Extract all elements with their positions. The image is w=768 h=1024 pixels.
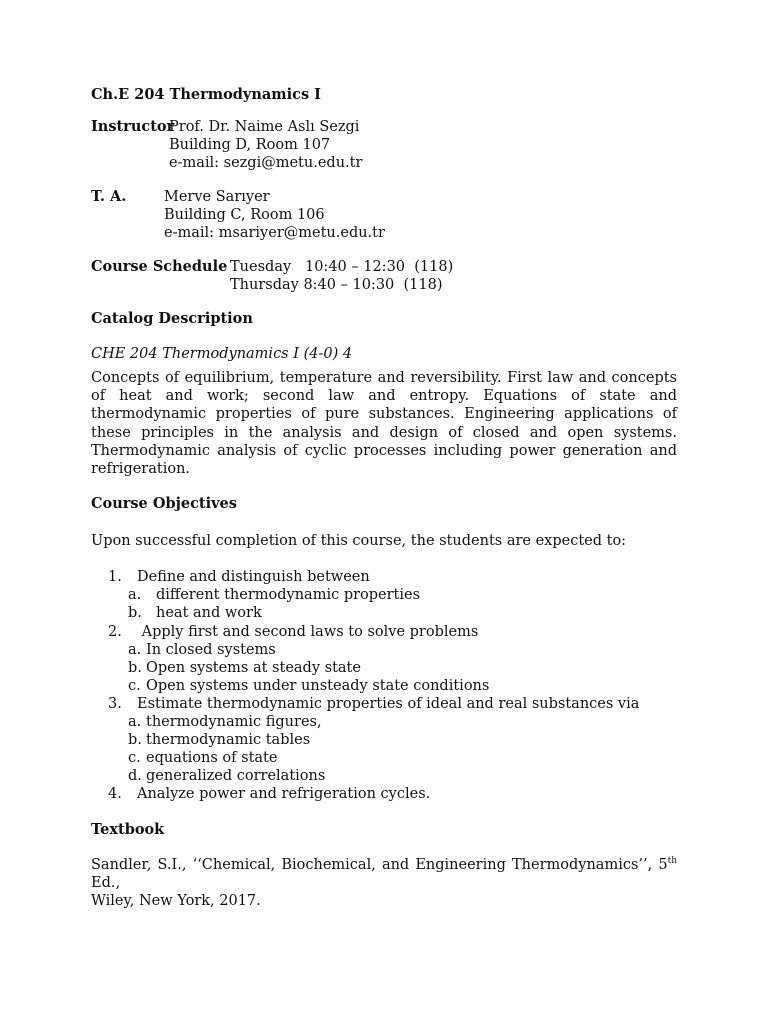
citation-text: Sandler, S.I., ‘‘Chemical, Biochemical, and Engineering Thermodynamics’’, 5 bbox=[91, 857, 668, 874]
item-text: Estimate thermodynamic properties of ideal and real substances via bbox=[137, 695, 640, 712]
catalog-text: Concepts of equilibrium, temperature and reversibility. First law and concepts of heat and work; second law and entropy. Equations of state and thermodynamic properties of pure substances. Engineering applications of these principles in the analysis and design of closed and open systems. Thermodynamic analysis of cyclic processes including power generation and refrigeration. bbox=[91, 370, 677, 478]
subitem-text: equations of state bbox=[146, 750, 278, 767]
subitem-text: thermodynamic figures, bbox=[146, 713, 322, 730]
textbook-citation bbox=[91, 856, 677, 910]
item-number: 3. bbox=[108, 695, 122, 712]
subitem-text: heat and work bbox=[156, 605, 262, 622]
objectives-list bbox=[91, 568, 677, 803]
objectives-intro: Upon successful completion of this course, the students are expected to: bbox=[91, 533, 627, 550]
schedule-label: Course Schedule bbox=[91, 258, 228, 275]
objectives-heading: Course Objectives bbox=[91, 495, 237, 513]
list-subitem bbox=[91, 586, 677, 604]
list-subitem bbox=[91, 677, 677, 695]
subitem-letter: a. bbox=[128, 641, 142, 658]
schedule-line-tuesday: Tuesday 10:40 – 12:30 (118) bbox=[230, 259, 454, 275]
list-subitem bbox=[91, 713, 677, 731]
subitem-letter: c. bbox=[128, 750, 141, 767]
subitem-letter: b. bbox=[128, 605, 142, 622]
list-subitem bbox=[91, 659, 677, 677]
subitem-letter: d. bbox=[128, 768, 142, 785]
subitem-letter: b. bbox=[128, 659, 142, 676]
citation-edition: Ed., bbox=[91, 875, 121, 892]
item-text: Apply first and second laws to solve problems bbox=[137, 623, 479, 640]
instructor-block bbox=[91, 118, 677, 172]
course-title: Ch.E 204 Thermodynamics I bbox=[91, 86, 321, 103]
catalog-code: CHE 204 Thermodynamics I (4-0) 4 bbox=[91, 346, 353, 362]
subitem-letter: a. bbox=[128, 587, 142, 604]
subitem-text: Open systems under unsteady state conditions bbox=[146, 677, 490, 694]
ta-name: Merve Sarıyer bbox=[164, 189, 270, 205]
ta-label: T. A. bbox=[91, 188, 127, 205]
item-text: Define and distinguish between bbox=[137, 569, 370, 586]
subitem-text: Open systems at steady state bbox=[146, 659, 361, 676]
schedule-block bbox=[91, 258, 677, 294]
subitem-letter: a. bbox=[128, 713, 142, 730]
instructor-name: Prof. Dr. Naime Aslı Sezgi bbox=[169, 119, 360, 135]
item-text: Analyze power and refrigeration cycles. bbox=[137, 786, 431, 803]
textbook-heading: Textbook bbox=[91, 821, 165, 839]
ta-block bbox=[91, 188, 677, 242]
citation-publisher: Wiley, New York, 2017. bbox=[91, 893, 261, 910]
list-subitem bbox=[91, 641, 677, 659]
ta-office: Building C, Room 106 bbox=[164, 207, 325, 223]
list-item bbox=[91, 785, 677, 803]
subitem-text: In closed systems bbox=[146, 641, 276, 658]
item-number: 1. bbox=[108, 569, 122, 586]
subitem-text: generalized correlations bbox=[146, 768, 326, 785]
instructor-office: Building D, Room 107 bbox=[169, 137, 331, 153]
ta-email[interactable]: e-mail: msariyer@metu.edu.tr bbox=[164, 225, 385, 241]
list-subitem bbox=[91, 767, 677, 785]
syllabus-page bbox=[91, 86, 677, 910]
list-subitem bbox=[91, 604, 677, 622]
subitem-letter: c. bbox=[128, 677, 141, 694]
item-number: 2. bbox=[108, 623, 122, 640]
list-item bbox=[91, 695, 677, 713]
subitem-text: thermodynamic tables bbox=[146, 732, 311, 749]
list-item bbox=[91, 623, 677, 641]
subitem-letter: b. bbox=[128, 732, 142, 749]
catalog-heading: Catalog Description bbox=[91, 310, 253, 327]
subitem-text: different thermodynamic properties bbox=[156, 587, 421, 604]
edition-superscript: th bbox=[667, 856, 677, 867]
instructor-label: Instructor bbox=[91, 118, 175, 135]
instructor-email[interactable]: e-mail: sezgi@metu.edu.tr bbox=[169, 155, 363, 171]
schedule-line-thursday: Thursday 8:40 – 10:30 (118) bbox=[230, 277, 443, 293]
list-item bbox=[91, 568, 677, 586]
item-number: 4. bbox=[108, 786, 122, 803]
list-subitem bbox=[91, 731, 677, 749]
list-subitem bbox=[91, 749, 677, 767]
